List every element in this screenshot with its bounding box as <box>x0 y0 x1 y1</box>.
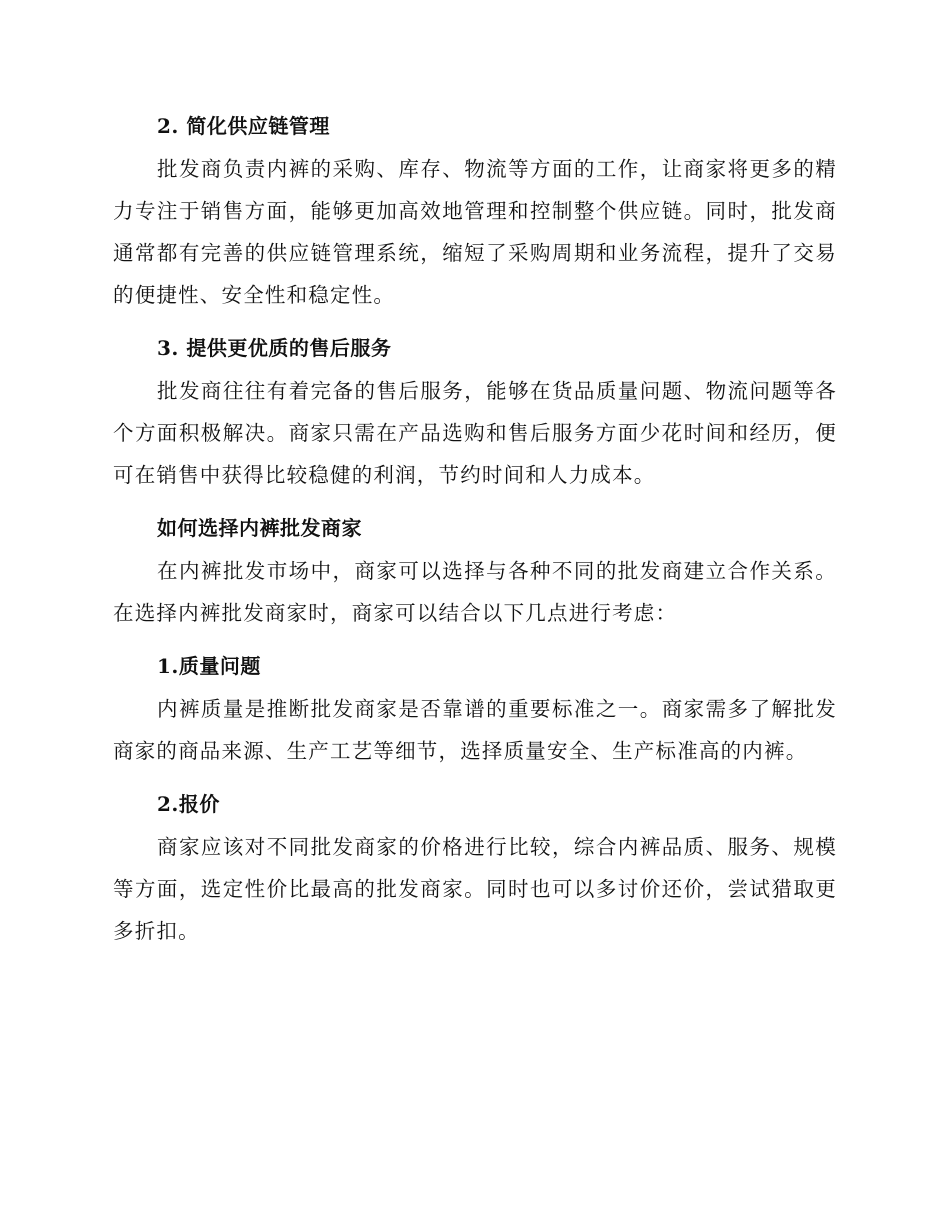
section-heading-supply-chain: 2. 简化供应链管理 <box>157 114 330 138</box>
document-body <box>113 104 837 962</box>
paragraph-quality: 内裤质量是推断批发商家是否靠谱的重要标准之一。商家需多了解批发商家的商品来源、生产工艺等细节，选择质量安全、生产标准高的内裤。 <box>113 697 837 763</box>
paragraph-supply-chain: 批发商负责内裤的采购、库存、物流等方面的工作，让商家将更多的精力专注于销售方面，能够更加高效地管理和控制整个供应链。同时，批发商通常都有完善的供应链管理系统，缩短了采购周期和业务流程，提升了交易的便捷性、安全性和稳定性。 <box>113 157 837 307</box>
paragraph-after-sales: 批发商往往有着完备的售后服务，能够在货品质量问题、物流问题等各个方面积极解决。商家只需在产品选购和售后服务方面少花时间和经历，便可在销售中获得比较稳健的利润，节约时间和人力成本。 <box>113 379 837 487</box>
paragraph-how-to-choose: 在内裤批发市场中，商家可以选择与各种不同的批发商建立合作关系。在选择内裤批发商家时，商家可以结合以下几点进行考虑： <box>113 559 837 625</box>
section-heading-pricing: 2.报价 <box>157 792 220 816</box>
section-heading-how-to-choose: 如何选择内裤批发商家 <box>157 516 362 540</box>
paragraph-pricing: 商家应该对不同批发商家的价格进行比较，综合内裤品质、服务、规模等方面，选定性价比最高的批发商家。同时也可以多讨价还价，尝试猎取更多折扣。 <box>113 835 837 943</box>
section-heading-quality: 1.质量问题 <box>157 654 261 678</box>
section-heading-after-sales: 3. 提供更优质的售后服务 <box>157 336 392 360</box>
